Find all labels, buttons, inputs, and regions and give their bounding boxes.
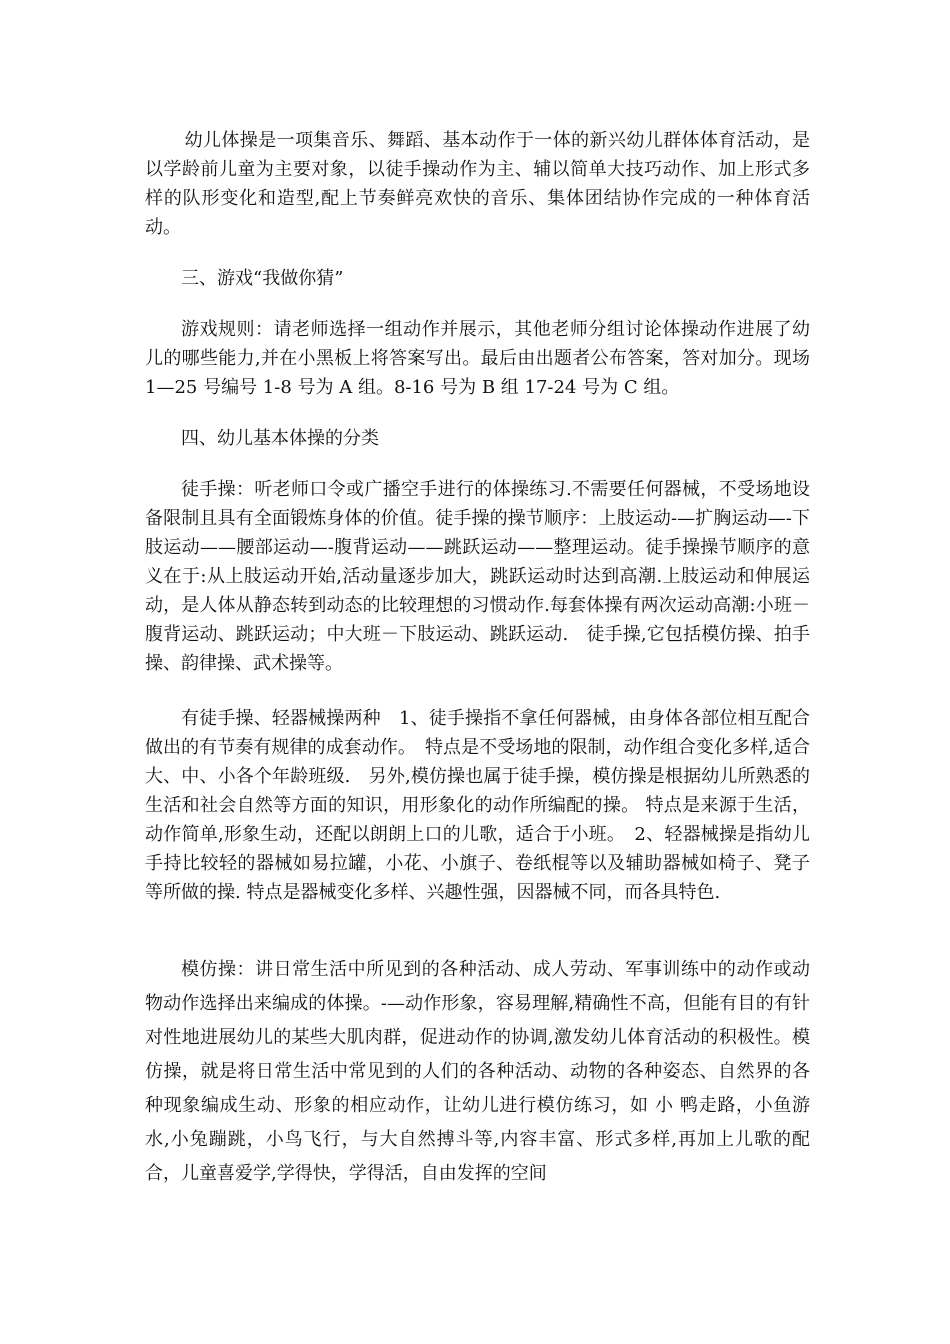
spacer (145, 907, 810, 953)
spacer (145, 402, 810, 424)
freehand-exercise-paragraph: 徒手操：听老师口令或广播空手进行的体操练习.不需要任何器械，不受场地设备限制且具有全面锻炼身体的价值。徒手操的操节顺序：上肢运动-—扩胸运动—-下肢运动——腰部运动—-腹背运动——跳跃运动——整理运动。徒手操操节顺序的意义在于:从上肢运动开始,活动量逐步加大，跳跃运动时达到高潮.上肢运动和伸展运动，是人体从静态转到动态的比较理想的习惯动作.每套体操有两次运动高潮:小班－腹背运动、跳跃运动；中大班－下肢运动、跳跃运动. 徒手操,它包括模仿操、拍手操、韵律操、武术操等。 (145, 479, 810, 674)
intro-paragraph: 幼儿体操是一项集音乐、舞蹈、基本动作于一体的新兴幼儿群体体育活动，是以学龄前儿童为主要对象，以徒手操动作为主、辅以简单大技巧动作、加上形式多样的队形变化和造型,配上节奏鲜亮欢快的音乐、集体团结协作完成的一种体育活动。 (145, 130, 810, 238)
document-page (145, 126, 810, 1191)
spacer (145, 678, 810, 704)
imitation-exercise-paragraph: 模仿操：讲日常生活中所见到的各种活动、成人劳动、军事训练中的动作或动物动作选择出来编成的体操。-—动作形象，容易理解,精确性不高，但能有目的有针对性地进展幼儿的某些大肌肉群，促进动作的协调,激发幼儿体育活动的积极性。模仿操，就是将日常生活中常见到的人们的各种活动、动物的各种姿态、自然界的各种现象编成生动、形象的相应动作，让幼儿进行模仿练习，如 小 鸭走路，小鱼游水,小兔蹦跳，小鸟飞行，与大自然搏斗等,内容丰富、形式多样,再加上儿歌的配合，儿童喜爱学,学得快，学得活，自由发挥的空间 (145, 959, 810, 1184)
spacer (145, 293, 810, 315)
section-heading-game: 三、游戏“我做你猜” (181, 268, 344, 289)
spacer (145, 242, 810, 264)
spacer (145, 453, 810, 475)
game-rules-paragraph: 游戏规则：请老师选择一组动作并展示，其他老师分组讨论体操动作进展了幼儿的哪些能力,并在小黑板上将答案写出。最后由出题者公布答案，答对加分。现场 1—25 号编号 1-8 号为 A 组。8-16 号为 B 组 17-24 号为 C 组。 (145, 319, 810, 398)
section-heading-classification: 四、幼儿基本体操的分类 (181, 428, 379, 449)
exercise-types-paragraph: 有徒手操、轻器械操两种 1、徒手操指不拿任何器械，由身体各部位相互配合做出的有节奏有规律的成套动作。 特点是不受场地的限制，动作组合变化多样,适合大、中、小各个年龄班级. 另外,模仿操也属于徒手操，模仿操是根据幼儿所熟悉的生活和社会自然等方面的知识，用形象化的动作所编配的操。 特点是来源于生活，动作简单,形象生动，还配以朗朗上口的儿歌，适合于小班。 2、轻器械操是指幼儿手持比较轻的器械如易拉罐，小花、小旗子、卷纸棍等以及辅助器械如椅子、凳子等所做的操. 特点是器械变化多样、兴趣性强，因器械不同，而各具特色. (145, 708, 810, 903)
